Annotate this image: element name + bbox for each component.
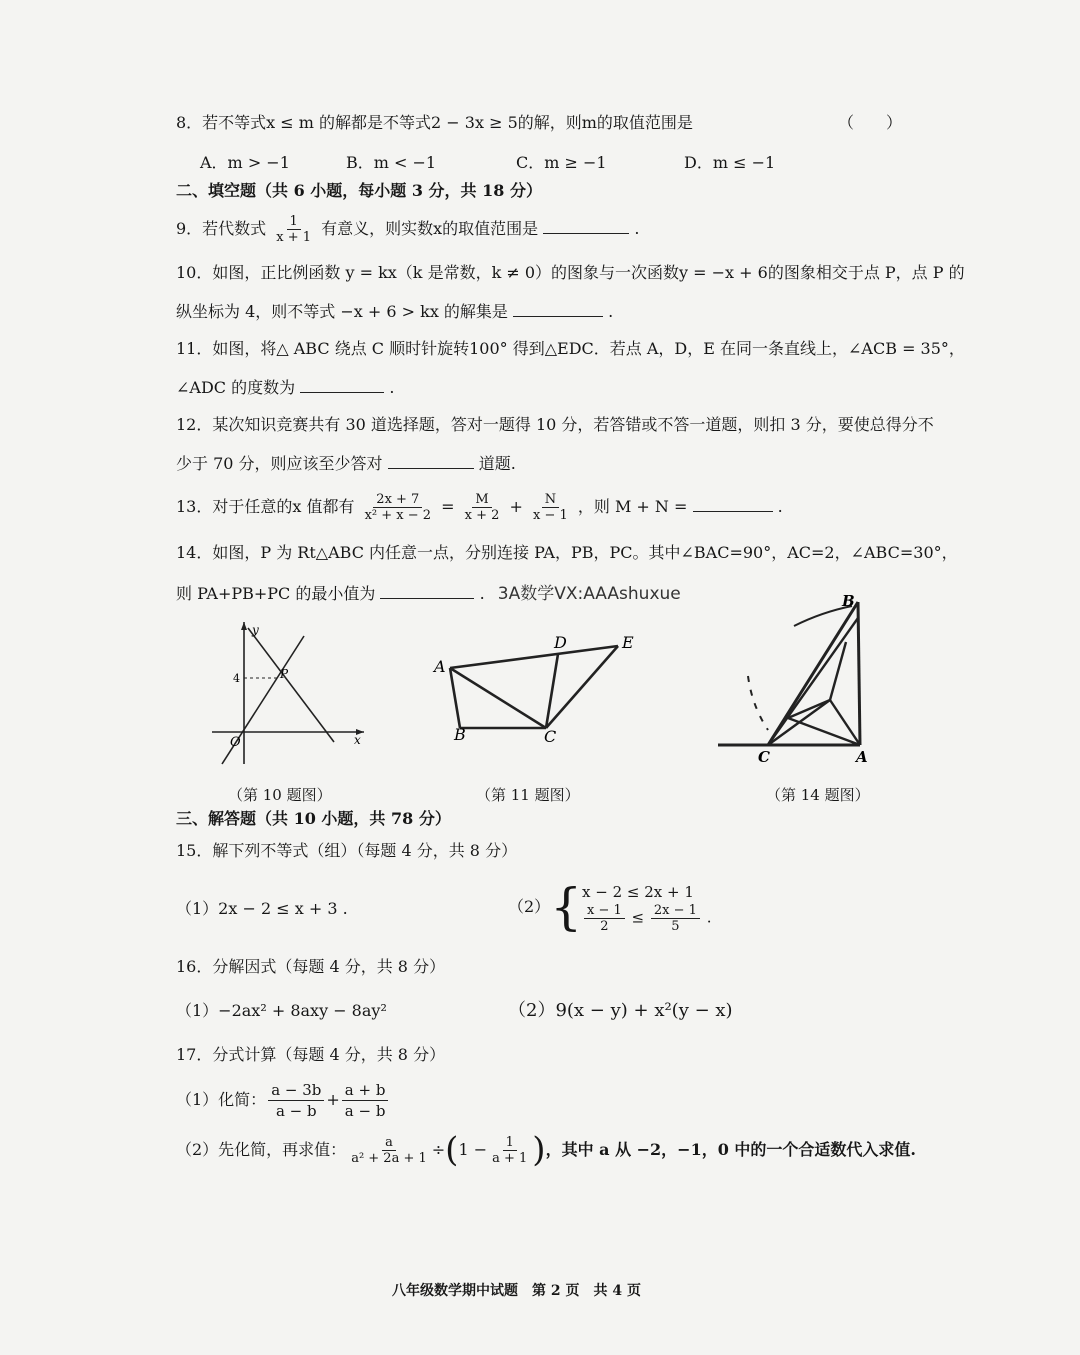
q14-line2-text: 则 PA+PB+PC 的最小值为 bbox=[176, 584, 376, 603]
q11-line2 bbox=[176, 376, 394, 399]
page-footer: 八年级数学期中试题 第 2 页 共 4 页 bbox=[392, 1283, 641, 1299]
q13-fraction-1 bbox=[362, 492, 434, 523]
q8-bracket: （ ） bbox=[838, 113, 903, 132]
q12-line2-text: 少于 70 分，则应该至少答对 bbox=[176, 454, 383, 473]
q15-f2-num: 2x − 1 bbox=[651, 903, 700, 919]
q15-f2 bbox=[651, 903, 700, 934]
fig14-line-aux-3 bbox=[768, 618, 858, 745]
q9 bbox=[176, 214, 639, 245]
fig11-label-e: E bbox=[622, 633, 634, 652]
q13-eq: = bbox=[441, 497, 455, 516]
q15-system-row1: x − 2 ≤ 2x + 1 bbox=[582, 882, 694, 901]
fig11-line-ae bbox=[450, 646, 618, 668]
q12-line1: 12．某次知识竞赛共有 30 道选择题，答对一题得 10 分，若答错或不答一道题，则扣 3 分，要使总得分不 bbox=[176, 415, 934, 434]
fig10-caption: （第 10 题图） bbox=[228, 786, 332, 804]
q14-line2 bbox=[176, 582, 681, 605]
q9-fraction bbox=[273, 214, 314, 245]
q9-end: . bbox=[634, 219, 640, 238]
q8-option-d: D．m ≤ −1 bbox=[684, 153, 776, 172]
q14-answer-blank[interactable] bbox=[380, 582, 474, 599]
fig11-caption: （第 11 题图） bbox=[476, 786, 580, 804]
fig14-label-b: B bbox=[842, 592, 855, 610]
q17-p1-label: （1）化简： bbox=[176, 1090, 267, 1109]
fig14-line-ab bbox=[858, 602, 860, 745]
q13-pre: 13．对于任意的x 值都有 bbox=[176, 497, 355, 516]
q13-fraction-2 bbox=[462, 492, 503, 523]
q13-f2-den: x + 2 bbox=[464, 508, 500, 523]
q15-system bbox=[582, 881, 712, 934]
q8-option-c: C．m ≥ −1 bbox=[516, 153, 607, 172]
q9-frac-den: x + 1 bbox=[276, 230, 312, 245]
fig14-label-a: A bbox=[856, 748, 868, 766]
q17-p2-f1-den: a² + 2a + 1 bbox=[351, 1150, 427, 1166]
q13-answer-blank[interactable] bbox=[693, 495, 773, 512]
q13-f3-den: x − 1 bbox=[533, 508, 568, 523]
figure-11 bbox=[428, 628, 648, 752]
q17-p2-f2-den: a + 1 bbox=[492, 1150, 528, 1166]
fig11-label-b: B bbox=[454, 725, 466, 744]
q11-line2-text: ∠ADC 的度数为 bbox=[176, 378, 296, 397]
q17-p2-f2 bbox=[489, 1135, 530, 1166]
q16-part2: （2）9(x − y) + x²(y − x) bbox=[508, 1000, 733, 1021]
q13 bbox=[176, 490, 783, 524]
q13-f1-num: 2x + 7 bbox=[373, 492, 422, 508]
q15-le: ≤ bbox=[631, 908, 645, 926]
q17-p1-f1-den: a − b bbox=[275, 1101, 317, 1120]
q17-p2-f2-num: 1 bbox=[503, 1135, 517, 1151]
q10-end: . bbox=[608, 302, 614, 321]
fig10-y-arrow bbox=[241, 622, 247, 630]
q9-pre: 9．若代数式 bbox=[176, 219, 267, 238]
fig10-line-neg-x-plus-6 bbox=[248, 628, 334, 742]
figure-14 bbox=[712, 590, 892, 766]
q10-line2-text: 纵坐标为 4，则不等式 −x + 6 > kx 的解集是 bbox=[176, 302, 508, 321]
q8-stem-text: 8．若不等式x ≤ m 的解都是不等式2 − 3x ≥ 5的解，则m的取值范围是 bbox=[176, 113, 693, 132]
q15-f1-num: x − 1 bbox=[584, 903, 625, 919]
q17-part1 bbox=[176, 1076, 390, 1124]
q17-p1-f2-den: a − b bbox=[344, 1101, 386, 1120]
q13-f3-num: N bbox=[542, 492, 559, 508]
q8-option-b: B．m < −1 bbox=[346, 153, 437, 172]
q17-p2-label: （2）先化简，再求值： bbox=[176, 1140, 347, 1159]
fig10-tick-4: 4 bbox=[233, 672, 240, 685]
q16-stem: 16．分解因式（每题 4 分，共 8 分） bbox=[176, 957, 446, 976]
q17-p2-post: ，其中 a 从 −2，−1，0 中的一个合适数代入求值. bbox=[545, 1140, 916, 1159]
q11-answer-blank[interactable] bbox=[300, 376, 384, 393]
q10-line1: 10．如图，正比例函数 y = kx（k 是常数，k ≠ 0）的图象与一次函数y = −x + 6的图象相交于点 P，点 P 的 bbox=[176, 263, 965, 282]
fig10-x-label: x bbox=[354, 733, 361, 747]
fig11-label-a: A bbox=[434, 657, 446, 676]
section3-title: 三、解答题（共 10 小题，共 78 分） bbox=[176, 809, 451, 828]
q17-p1-f1 bbox=[268, 1080, 324, 1121]
fig11-line-ac bbox=[450, 668, 546, 728]
q17-stem: 17．分式计算（每题 4 分，共 8 分） bbox=[176, 1045, 446, 1064]
q17-p2-div: ÷ bbox=[431, 1140, 446, 1159]
fig14-line-aux-1 bbox=[788, 718, 860, 745]
q15-part1: （1）2x − 2 ≤ x + 3 . bbox=[176, 899, 348, 918]
q15-end: . bbox=[706, 908, 712, 926]
q12-line2 bbox=[176, 452, 516, 475]
q17-p2-f1-num: a bbox=[382, 1135, 396, 1151]
fig11-line-ab bbox=[450, 668, 460, 728]
q10-answer-blank[interactable] bbox=[513, 300, 603, 317]
q17-part2 bbox=[176, 1126, 916, 1174]
q14-end: . bbox=[479, 584, 485, 603]
q15-p2-label: （2） bbox=[508, 897, 551, 916]
q13-fraction-3 bbox=[530, 492, 571, 523]
q17-p1-f1-num: a − 3b bbox=[268, 1080, 324, 1101]
q15-system-row2 bbox=[582, 903, 712, 934]
q15-f1 bbox=[584, 903, 625, 934]
q17-p2-left-paren: ( bbox=[445, 1130, 459, 1170]
q14-line1: 14．如图，P 为 Rt△ABC 内任意一点，分别连接 PA，PB，PC。其中∠BAC=90°，AC=2，∠ABC=30°， bbox=[176, 543, 958, 562]
fig14-arc-c bbox=[748, 676, 768, 730]
fig14-line-pb bbox=[830, 642, 846, 700]
q17-p2-f1 bbox=[348, 1135, 430, 1166]
figure-10 bbox=[208, 618, 368, 768]
q16-part1: （1）−2ax² + 8axy − 8ay² bbox=[176, 1001, 387, 1020]
q13-plus: + bbox=[509, 497, 523, 516]
q17-p2-one: 1 − bbox=[458, 1140, 488, 1159]
q12-answer-blank[interactable] bbox=[388, 452, 474, 469]
q8-option-a: A．m > −1 bbox=[200, 153, 290, 172]
fig10-point-p: P bbox=[280, 667, 289, 681]
q11-end: . bbox=[389, 378, 395, 397]
q15-f1-den: 2 bbox=[600, 918, 609, 934]
section2-title: 二、填空题（共 6 小题，每小题 3 分，共 18 分） bbox=[176, 181, 542, 200]
fig10-origin-label: O bbox=[230, 735, 241, 750]
q17-p1-f2 bbox=[342, 1080, 389, 1121]
q15-f2-den: 5 bbox=[671, 918, 680, 934]
q13-f1-den: x² + x − 2 bbox=[364, 508, 432, 523]
q15-part2 bbox=[508, 870, 712, 944]
fig11-label-c: C bbox=[544, 727, 557, 746]
fig14-caption: （第 14 题图） bbox=[766, 786, 870, 804]
q9-frac-num: 1 bbox=[287, 214, 301, 230]
q17-p2-right-paren: ) bbox=[532, 1130, 546, 1170]
q15-brace: { bbox=[550, 878, 582, 936]
q13-end: . bbox=[777, 497, 783, 516]
fig11-label-d: D bbox=[554, 633, 567, 652]
q17-p1-f2-num: a + b bbox=[342, 1080, 389, 1101]
q12-end: 道题. bbox=[478, 454, 516, 473]
q13-post: ，则 M + N = bbox=[577, 497, 688, 516]
q13-f2-num: M bbox=[472, 492, 491, 508]
q15-stem: 15．解下列不等式（组）（每题 4 分，共 8 分） bbox=[176, 841, 518, 860]
fig10-y-label: y bbox=[252, 623, 259, 637]
watermark-text: 3A数学VX:AAAshuxue bbox=[497, 584, 681, 604]
q10-line2 bbox=[176, 300, 613, 323]
q9-post: 有意义，则实数x的取值范围是 bbox=[321, 219, 539, 238]
q9-answer-blank[interactable] bbox=[543, 217, 629, 234]
q17-p1-plus: + bbox=[326, 1090, 340, 1109]
fig14-label-c: C bbox=[758, 748, 770, 766]
q11-line1: 11．如图，将△ ABC 绕点 C 顺时针旋转100° 得到△EDC．若点 A，D，E 在同一条直线上，∠ACB = 35°， bbox=[176, 339, 965, 358]
q8-stem bbox=[176, 112, 693, 134]
